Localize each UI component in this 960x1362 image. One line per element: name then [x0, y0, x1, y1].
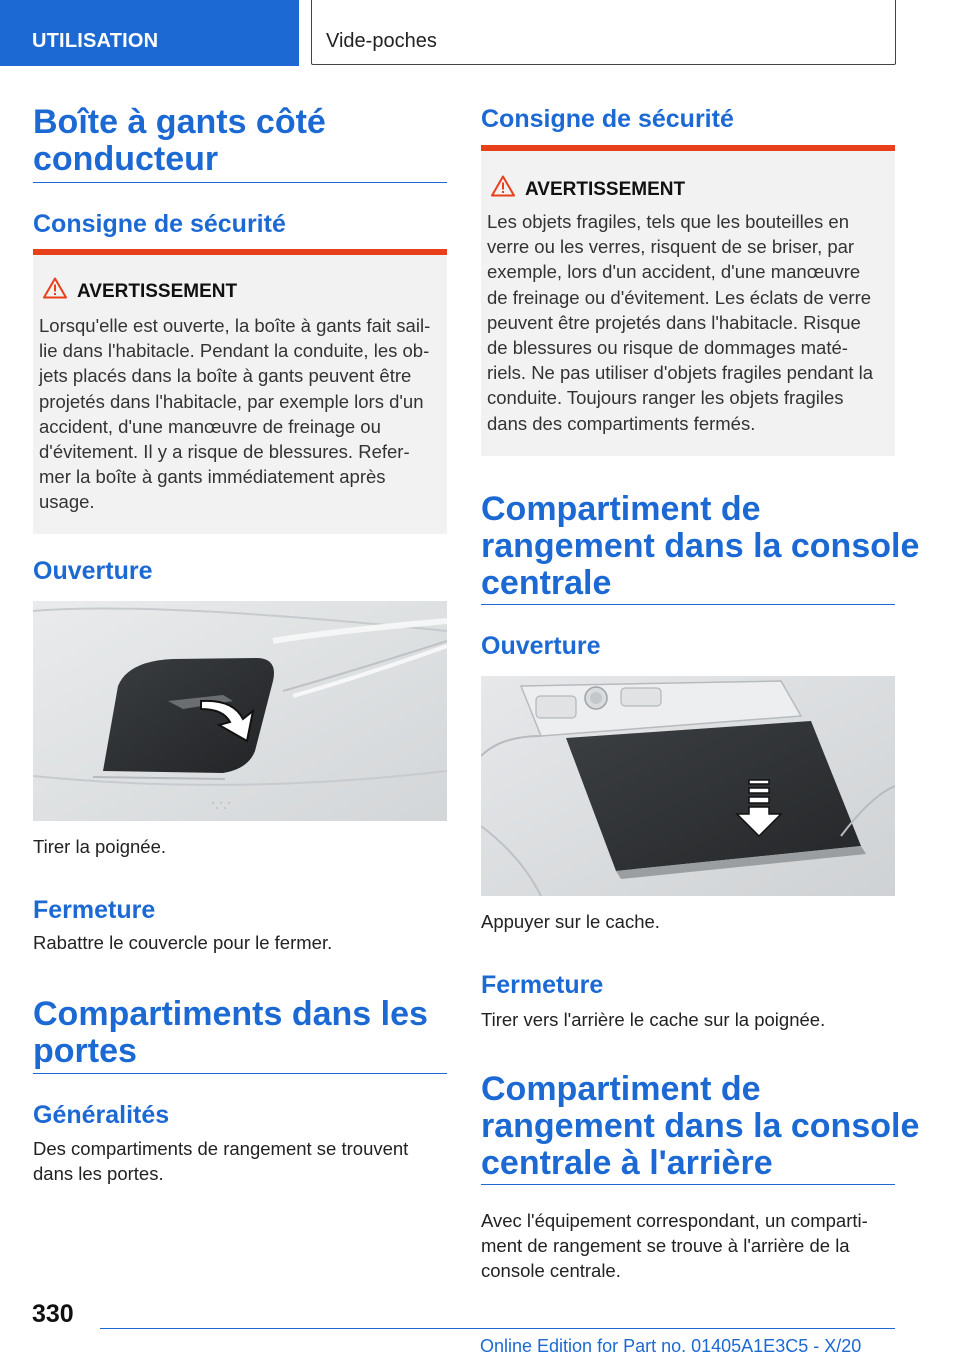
warning-line: Lorsqu'elle est ouverte, la boîte à gants fait sail- — [39, 315, 431, 336]
heading-rule — [33, 1073, 447, 1074]
warning-box — [33, 249, 447, 534]
text-line: Avec l'équipement correspondant, un comparti- — [481, 1210, 868, 1231]
footer-rule — [100, 1328, 895, 1329]
warning-box — [481, 145, 895, 456]
text-line: Des compartiments de rangement se trouvent — [33, 1138, 409, 1159]
heading-line: centrale à l'arrière — [481, 1144, 773, 1182]
warning-line: jets placés dans la boîte à gants peuvent être — [39, 365, 412, 387]
warning-line: de blessures ou risque de dommages maté- — [487, 337, 848, 359]
heading-opening-right: Ouverture — [481, 632, 601, 660]
heading-rule — [481, 604, 895, 605]
heading-closing: Fermeture — [33, 896, 156, 924]
heading-safety-right: Consigne de sécurité — [481, 105, 734, 133]
section-tab — [0, 0, 299, 66]
heading-line: Boîte à gants côté — [33, 103, 326, 141]
section-label: UTILISATION — [32, 30, 159, 52]
heading-line: centrale — [481, 564, 612, 602]
warning-line: de freinage ou d'évitement. Les éclats de verre — [487, 286, 872, 308]
warning-line: verre ou les verres, risquent de se briser, par — [487, 236, 855, 258]
text-general — [33, 1136, 408, 1186]
chapter-tab — [311, 0, 896, 65]
warning-line: mer la boîte à gants immédiatement après — [39, 466, 386, 488]
heading-line: portes — [33, 1032, 137, 1070]
caption-opening: Tirer la poignée. — [33, 836, 166, 857]
warning-triangle-icon — [491, 175, 515, 197]
warning-text — [487, 209, 889, 436]
chapter-label: Vide-poches — [326, 30, 437, 52]
text-rear-console — [481, 1208, 868, 1283]
warning-title: AVERTISSEMENT — [77, 281, 238, 302]
heading-glovebox — [33, 104, 326, 178]
warning-title: AVERTISSEMENT — [525, 179, 686, 200]
warning-line: accident, d'une manœuvre de freinage ou — [39, 415, 381, 437]
warning-line: d'évitement. Il y a risque de blessures. Refer- — [39, 441, 410, 463]
edition-note: Online Edition for Part no. 01405A1E3C5 - X/20 — [480, 1336, 862, 1356]
heading-general: Généralités — [33, 1101, 170, 1129]
text-closing: Rabattre le couvercle pour le fermer. — [33, 932, 333, 953]
heading-line: rangement dans la console — [481, 527, 920, 565]
warning-line: projetés dans l'habitacle, par exemple lors d'un — [39, 390, 424, 412]
heading-line: rangement dans la console — [481, 1107, 920, 1145]
warning-line: exemple, lors d'un accident, d'une manœuvre — [487, 261, 861, 283]
warning-line: conduite. Toujours ranger les objets fragiles — [487, 387, 844, 409]
heading-line: Compartiments dans les — [33, 995, 428, 1033]
text-closing-right: Tirer vers l'arrière le cache sur la poignée. — [481, 1009, 826, 1030]
heading-rear-console — [481, 1071, 919, 1182]
page-number: 330 — [32, 1300, 74, 1328]
heading-line: conducteur — [33, 140, 219, 178]
heading-console — [481, 491, 919, 602]
warning-text — [39, 313, 441, 515]
warning-line: dans des compartiments fermés. — [487, 412, 756, 434]
warning-line: Les objets fragiles, tels que les bouteilles en — [487, 211, 849, 232]
warning-line: usage. — [39, 491, 95, 513]
heading-doors — [33, 996, 428, 1070]
console-illustration — [481, 676, 895, 896]
warning-line: lie dans l'habitacle. Pendant la conduite, les ob- — [39, 340, 430, 362]
heading-opening: Ouverture — [33, 557, 153, 585]
text-line: ment de rangement se trouve à l'arrière de la — [481, 1235, 850, 1256]
text-line: dans les portes. — [33, 1163, 164, 1184]
warning-line: riels. Ne pas utiliser d'objets fragiles pendant la — [487, 362, 874, 384]
heading-rule — [33, 182, 447, 183]
heading-closing-right: Fermeture — [481, 971, 604, 999]
heading-line: Compartiment de — [481, 1070, 761, 1108]
heading-line: Compartiment de — [481, 490, 761, 528]
glovebox-illustration — [33, 601, 447, 821]
text-line: console centrale. — [481, 1260, 621, 1281]
warning-triangle-icon — [43, 277, 67, 299]
heading-rule — [481, 1184, 895, 1185]
warning-line: peuvent être projetés dans l'habitacle. Risque — [487, 311, 861, 333]
heading-safety: Consigne de sécurité — [33, 210, 286, 238]
caption-opening-right: Appuyer sur le cache. — [481, 911, 660, 932]
